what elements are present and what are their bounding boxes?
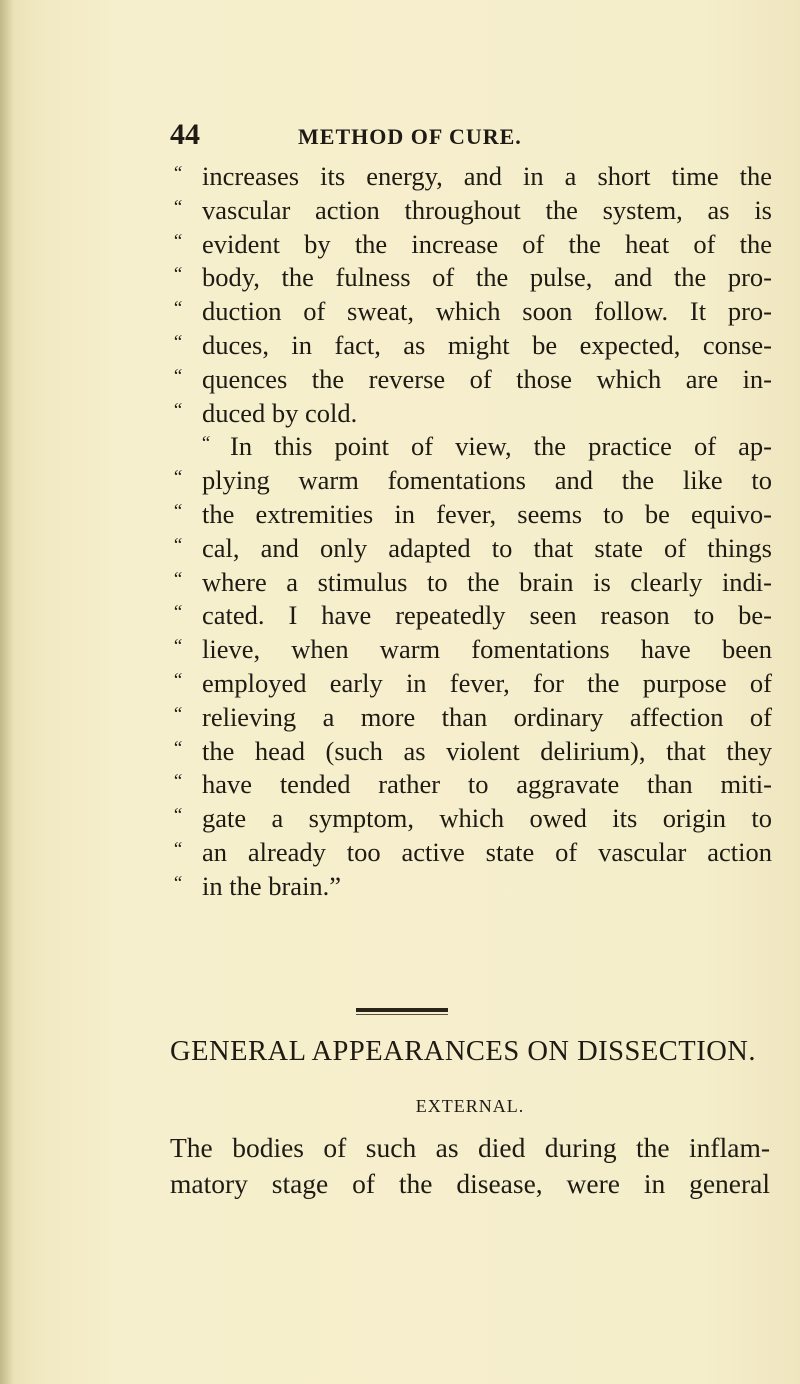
text-line: “ relieving a more than ordinary affection of (172, 701, 772, 735)
running-head: METHOD OF CURE. (298, 124, 522, 149)
section-title: GENERAL APPEARANCES ON DISSECTION. (170, 1036, 756, 1067)
quote-mark: “ (172, 399, 183, 421)
page-header (170, 118, 590, 154)
quote-mark: “ (172, 298, 183, 320)
quote-mark: “ (172, 872, 183, 894)
page-number: 44 (170, 118, 200, 151)
text-line: “ duces, in fact, as might be expected, conse- (172, 329, 772, 363)
quote-mark: “ (172, 568, 183, 590)
quote-mark: “ (172, 365, 183, 387)
text-line: “ body, the fulness of the pulse, and the pro- (172, 261, 772, 295)
quote-mark: “ (172, 331, 183, 353)
quote-mark: “ (172, 703, 183, 725)
text-line: “ plying warm fomentations and the like to (172, 464, 772, 498)
text-line: “ the extremities in fever, seems to be equivo- (172, 498, 772, 532)
text-line: “ gate a symptom, which owed its origin to (172, 802, 772, 836)
text-line: “ employed early in fever, for the purpose of (172, 667, 772, 701)
text-line: “ the head (such as violent delirium), that they (172, 735, 772, 769)
quote-mark: “ (172, 163, 183, 184)
text-line: “ have tended rather to aggravate than miti- (172, 768, 772, 802)
quote-mark: “ (172, 467, 183, 489)
quote-mark: “ (172, 230, 183, 252)
body-paragraph (170, 1130, 770, 1202)
quote-mark: “ (172, 196, 183, 218)
text-line: “ increases its energy, and in a short time the (172, 160, 772, 194)
text-line: “ cated. I have repeatedly seen reason to be- (172, 599, 772, 633)
text-line: “ where a stimulus to the brain is clearly indi- (172, 566, 772, 600)
text-line: “ vascular action throughout the system, as is (172, 194, 772, 228)
section-divider-rule (356, 1014, 448, 1015)
quote-mark: “ (172, 838, 183, 860)
text-line: “ in the brain.” (172, 870, 772, 904)
quote-mark: “ (172, 264, 183, 286)
page-gutter-shadow (0, 0, 14, 1384)
text-line: “ duced by cold. (172, 397, 772, 431)
quote-mark: “ (172, 737, 183, 759)
section-divider (356, 1008, 448, 1012)
quoted-passage (172, 160, 772, 904)
text-line: “ cal, and only adapted to that state of things (172, 532, 772, 566)
text-line: “ duction of sweat, which soon follow. It pro- (172, 295, 772, 329)
text-line: “ lieve, when warm fomentations have been (172, 633, 772, 667)
quote-mark: “ (200, 433, 211, 455)
quote-mark: “ (172, 534, 183, 556)
text-line: matory stage of the disease, were in general (170, 1168, 770, 1199)
quote-mark: “ (172, 771, 183, 793)
quote-mark: “ (172, 636, 183, 658)
text-line: The bodies of such as died during the inflam- (170, 1132, 770, 1163)
quote-mark: “ (172, 602, 183, 624)
quote-mark: “ (172, 669, 183, 691)
quote-mark: “ (172, 805, 183, 827)
text-line: “ an already too active state of vascular action (172, 836, 772, 870)
section-subtitle: EXTERNAL. (415, 1096, 525, 1116)
text-line: “ In this point of view, the practice of ap- (172, 430, 772, 464)
text-line: “ quences the reverse of those which are in- (172, 363, 772, 397)
quote-mark: “ (172, 500, 183, 522)
text-line: “ evident by the increase of the heat of the (172, 228, 772, 262)
